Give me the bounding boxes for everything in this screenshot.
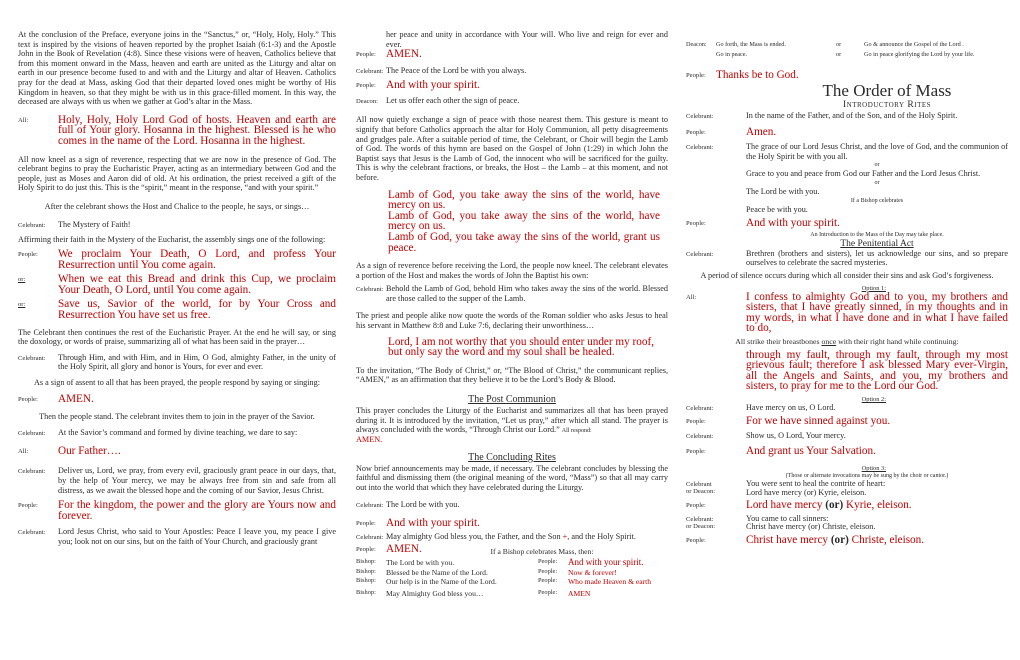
- people-label: People:: [356, 51, 376, 59]
- amen-text: AMEN.: [386, 48, 422, 61]
- people-label: People:: [686, 537, 706, 545]
- brethren-row: [686, 249, 1008, 268]
- sanctus-intro: At the conclusion of the Preface, everyone joins in the “Sanctus,” or, “Holy, Holy, Holy.” This text is inspired by the visions of heaven reported by the prophet Isaiah (6:1-3) and the Apostle John in the Book of Revelation (4:8). Since these visions were of heaven, Catholics believe that from this moment onward in the Mass, heaven and earth are united as the Liturgy and altar on earth in our presence become fused to and with and the Liturgy and altar of Heaven. Catholics pray for the dead at Mass, asking God that their departed loved ones might be worthy of His Kingdom in heaven, so that they might be with us in this grace-filled moment. In this way, the deceased are always with us when we gather at God’s altar in the Mass.: [18, 30, 336, 107]
- mystery-row: [18, 220, 336, 230]
- celebrant-label: Celebrant:: [686, 112, 714, 120]
- post-communion-heading: The Post Communion: [468, 394, 556, 406]
- people-label: People:: [18, 502, 38, 510]
- kneel-text: As a sign of reverence before receiving the Lord, the people now kneel. The celebrant elevates a portion of the Host and makes the words of John the Baptist his own:: [356, 261, 668, 280]
- savior-row: [18, 428, 336, 438]
- peace-lord-row: [356, 66, 668, 76]
- peace-lord-text: The Peace of the Lord be with you always.: [386, 65, 527, 75]
- greeting-row: [686, 142, 1008, 161]
- people-label: People:: [18, 251, 38, 259]
- stand-text: Then the people stand. The celebrant invites them to join in the prayer of the Savior.: [39, 412, 315, 422]
- page-title: The Order of Mass: [822, 80, 952, 100]
- kyrie-response-row: People: Lord have mercy (or) Kyrie, eleison.: [686, 499, 912, 512]
- deacon-label: Deacon:: [686, 41, 707, 48]
- people-label: People:: [686, 72, 706, 79]
- great-amen-row: [18, 394, 336, 405]
- celebrant-label: Celebrant:: [18, 468, 46, 476]
- body-christ-text: To the invitation, “The Body of Christ,” or, “The Blood of Christ,” the communicant replies, “AMEN,” as an affirmation that they believe it to be the Lord’s Body & Blood.: [356, 365, 668, 385]
- peace-prayer-row: [18, 527, 336, 546]
- greeting-4: Peace be with you.: [746, 204, 808, 214]
- acclamation-1-text: We proclaim Your Death, O Lord, and profess Your Resurrection until You come again.: [58, 248, 336, 271]
- greeting-2: Grace to you and peace from God our Father and the Lord Jesus Christ.: [746, 169, 981, 179]
- celebrant-label: Celebrant:: [686, 433, 714, 441]
- confiteor-2: through my fault, through my fault, through my most grievous fault; therefore I ask blessed Mary ever-Virgin, all the Angels and Saints, and you, my brothers and sisters, to pray for me to the Lord our God.: [746, 348, 1008, 393]
- after-host-text: After the celebrant shows the Host and Chalice to the people, he says, or sings…: [44, 201, 310, 211]
- option-2-label: Option 2:: [861, 395, 886, 403]
- bishop-row-2: Bishop: Blessed be the Name of the Lord. People: Now & forever!: [356, 567, 617, 577]
- column-left: [18, 30, 336, 547]
- blessing-row: [356, 532, 668, 542]
- people-label: People:: [686, 220, 706, 228]
- lamb-3: Lamb of God, you take away the sins of the world, grant us peace.: [388, 230, 660, 254]
- acclamation-2-text: When we eat this Bread and drink this Cup, we proclaim Your Death, O Lord, until You come again.: [58, 273, 336, 296]
- behold-row: [356, 284, 668, 303]
- dismissal-4: Go in peace glorifying the Lord by your life.: [864, 51, 975, 58]
- lamb-2: Lamb of God, you take away the sins of the world, have mercy on us.: [388, 209, 660, 233]
- eucharistic-prayer-para: All now kneel as a sign of reverence, respecting that we are now in the presence of God. The celebrant begins to pray the Eucharistic Prayer, acting as an intermediary between God and the people, just as Moses and Aaron did of old. At his ordination, the priest received a gift of the Holy Spirit to do just this. This is the “spirit,” meant in the response, “and with your spirit.”: [18, 154, 336, 193]
- peace-cont-text: her peace and unity in accordance with Your will. Who live and reign for ever and ever.: [386, 30, 668, 49]
- final-amen: AMEN.: [386, 543, 422, 556]
- lord-with-row: [356, 500, 668, 510]
- people-label: People:: [686, 502, 706, 510]
- lamb-of-god: [356, 190, 668, 254]
- continue-text: The Celebrant then continues the rest of the Eucharistic Prayer. At the end he will say, or sing the doxology, or words of praise, summarizing all of what has been said in the prayer…: [18, 327, 336, 347]
- people-label: People:: [686, 448, 706, 456]
- people-label: People:: [686, 128, 706, 136]
- dismissal-2: Go & announce the Gospel of the Lord .: [864, 41, 964, 48]
- sign-cross-row: [686, 111, 1008, 121]
- post-communion-para: This prayer concludes the Liturgy of the Eucharist and summarizes all that has been prayed during it. It is introduced by the invitation, “Let us pray,” after which all stand. The prayer is always concluded with the words, “Through Christ our Lord.” All respond:: [356, 406, 668, 435]
- affirm-text: Affirming their faith in the Mystery of the Eucharist, the assembly sings one of the following:: [18, 234, 326, 244]
- thanks-text: Thanks be to God.: [716, 69, 799, 81]
- column-middle: [356, 30, 668, 598]
- all-label: All:: [686, 293, 697, 301]
- great-amen: AMEN.: [58, 392, 94, 405]
- confiteor-1: I confess to almighty God and to you, my brothers and sisters, that I have greatly sinned, in my thoughts and in my words, in what I have done and in what I have failed to do,: [746, 290, 1008, 335]
- or-label: or:: [18, 301, 26, 309]
- option-3-label: Option 3:: [861, 465, 886, 473]
- celebrant-label: Celebrant:: [356, 67, 384, 75]
- option-1-label: Option 1:: [861, 284, 886, 292]
- sanctus-text: Holy, Holy, Holy Lord God of hosts. Heaven and earth are full of Your glory. Hosanna in the highest. Blessed is he who comes in the name of the Lord. Hosanna in the highest.: [58, 113, 336, 147]
- all-label: All:: [18, 447, 29, 455]
- with-spirit-text: And with your spirit.: [746, 217, 840, 230]
- intro-note: An Introduction to the Mass of the Day may take place.: [810, 231, 944, 238]
- concluding-para: Now brief announcements may be made, if necessary. The celebrant concludes by blessing the faithful and dismissing them (the original meaning of the word, “Mass”) so that all may carry out into the world that which they have celebrated during the Liturgy.: [356, 463, 668, 492]
- kingdom-text: For the kingdom, the power and the glory are Yours now and forever.: [58, 499, 336, 522]
- savior-text: At the Savior’s command and formed by divine teaching, we dare to say:: [58, 427, 298, 437]
- sanctus-block: [18, 115, 336, 147]
- our-father-row: [18, 446, 336, 457]
- heal-text: You were sent to heal the contrite of heart:: [746, 479, 886, 489]
- sign-peace-text: Let us offer each other the sign of peace.: [386, 96, 520, 106]
- people-label: People:: [18, 395, 38, 403]
- people-label: People:: [356, 546, 376, 554]
- column-right: [686, 40, 1008, 546]
- penitential-heading: The Penitential Act: [840, 238, 914, 249]
- behold-text: Behold the Lamb of God, behold Him who takes away the sins of the world. Blessed are those called to the supper of the Lamb.: [386, 284, 668, 303]
- celebrant-label: Celebrant:: [356, 286, 384, 294]
- celebrant-label: Celebrant:: [686, 404, 714, 412]
- call-sinners-row: [686, 515, 1008, 532]
- deacon-label: Deacon:: [356, 98, 378, 106]
- lord-with-text: The Lord be with you.: [386, 499, 460, 509]
- call-sinners-text: You came to call sinners:: [746, 513, 829, 523]
- celebrant-label: Celebrant:: [356, 534, 384, 542]
- deliver-text: Deliver us, Lord, we pray, from every evil, graciously grant peace in our days, that, by the help of Your mercy, we may be always free from sin and safe from all distress, as we await the blessed hope and the coming of our Savior, Jesus Christ.: [58, 466, 336, 495]
- greeting-3: The Lord be with you.: [746, 186, 820, 196]
- heal-row: [686, 480, 1008, 497]
- post-communion-amen: AMEN.: [356, 435, 383, 445]
- option2-row-2: People: For we have sinned against you.: [686, 414, 891, 427]
- silence-text: A period of silence occurs during which all consider their sins and ask God’s forgiveness.: [700, 270, 994, 280]
- lamb-1: Lamb of God, you take away the sins of the world, have mercy on us.: [388, 188, 660, 212]
- strike-text: All strike their breastbones once with their right hand while continuing:: [735, 336, 959, 346]
- or-label: or:: [18, 276, 26, 284]
- doxology-text: Through Him, and with Him, and in Him, O God, almighty Father, in the unity of the Holy Spirit, all glory and honor is Yours, for ever and ever.: [58, 352, 336, 372]
- celebrant-label: Celebrant:: [686, 250, 714, 258]
- amen-text: Amen.: [746, 125, 777, 138]
- brethren-text: Brethren (brothers and sisters), let us acknowledge our sins, and so prepare ourselves to celebrate the sacred mysteries.: [746, 248, 1008, 268]
- celebrant-label: Celebrant:: [18, 529, 46, 537]
- or-word: or: [836, 51, 842, 58]
- people-label: People:: [356, 519, 376, 527]
- celebrant-label: Celebrant:: [686, 144, 714, 152]
- christe-1: Christ have mercy (or) Christe, eleison.: [746, 522, 876, 532]
- bishop-celebrates: If a Bishop celebrates: [850, 197, 904, 204]
- or-word: or: [874, 179, 880, 186]
- celebrant-label: Celebrant:: [18, 221, 46, 229]
- option2-row-3: Celebrant: Show us, O Lord, Your mercy.: [686, 431, 846, 441]
- with-spirit-text-2: And with your spirit.: [386, 516, 480, 529]
- concluding-rites-heading: The Concluding Rites: [468, 451, 556, 463]
- celebrant-label: Celebrant:: [356, 501, 384, 509]
- acclamation-3: [18, 299, 336, 320]
- confiteor-row: [686, 292, 1008, 334]
- or-deacon-label: or Deacon:: [686, 522, 716, 530]
- or-word: or: [874, 162, 880, 169]
- with-spirit-row: [356, 80, 668, 91]
- with-spirit-row-2: [356, 518, 668, 529]
- christe-response-row: People: Christ have mercy (or) Christe, eleison.: [686, 534, 925, 547]
- with-spirit-row: [686, 218, 1008, 229]
- sign-peace-row: [356, 96, 668, 106]
- bishop-row-1: Bishop: The Lord be with you. People: And with your spirit.: [356, 557, 644, 568]
- not-worthy: [356, 337, 668, 358]
- or-word: or: [836, 41, 842, 48]
- not-worthy-text: Lord, I am not worthy that you should enter under my roof, but only say the word and my soul shall be healed.: [388, 335, 654, 359]
- dismissal-3: Go in peace.: [716, 51, 748, 58]
- assent-text: As a sign of assent to all that has been prayed, the people respond by saying or singing:: [33, 378, 321, 388]
- mystery-text: The Mystery of Faith!: [58, 219, 131, 229]
- bishop-row-3: Bishop: Our help is in the Name of the Lord. People: Who made Heaven & earth: [356, 577, 652, 587]
- kingdom-row: [18, 500, 336, 521]
- celebrant-label: Celebrant:: [18, 354, 46, 362]
- bishop-row-4: Bishop: May Almighty God bless you… People: AMEN: [356, 588, 591, 598]
- deliver-row: [18, 466, 336, 495]
- amen-row: [686, 127, 1008, 138]
- blessing-text: May almighty God bless you, the Father, and the Son +, and the Holy Spirit.: [386, 532, 636, 542]
- option2-row-4: People: And grant us Your Salvation.: [686, 445, 876, 458]
- sign-cross-text: In the name of the Father, and of the Son, and of the Holy Spirit.: [746, 110, 958, 120]
- centurion-text: The priest and people alike now quote the words of the Roman soldier who asks Jesus to heal his servant in Matthew 8:8 and Luke 7:6, declaring their unworthiness…: [356, 311, 668, 331]
- subtitle: Introductory Rites: [842, 99, 932, 110]
- acclamation-3-text: Save us, Savior of the world, for by Your Cross and Resurrection You have set us free.: [58, 298, 336, 322]
- bishop-blessing: [356, 558, 668, 598]
- people-label: People:: [356, 81, 376, 89]
- our-father-text: Our Father….: [58, 444, 121, 457]
- all-label: All:: [18, 116, 29, 124]
- or-deacon-label: or Deacon:: [686, 488, 716, 496]
- doxology-row: [18, 353, 336, 372]
- peace-prayer-text: Lord Jesus Christ, who said to Your Apostles: Peace I leave you, my peace I give you; look not on our sins, but on the faith of Your Church, and graciously grant: [58, 527, 336, 546]
- kyrie-1: Lord have mercy (or) Kyrie, eleison.: [746, 487, 867, 497]
- all-respond: All respond:: [561, 428, 592, 435]
- dismissal-1: Go forth, the Mass is ended.: [716, 41, 786, 48]
- acclamation-2: [18, 274, 336, 295]
- acclamation-1: [18, 249, 336, 270]
- greeting-1: The grace of our Lord Jesus Christ, and the love of God, and the communion of the Holy Spirit be with you all.: [746, 142, 1008, 161]
- amen-row: [356, 49, 668, 60]
- cross-icon: +: [562, 532, 568, 542]
- lamb-para: All now quietly exchange a sign of peace with those nearest them. This gesture is meant to signify that before Catholics approach the altar for Holy Communion, all petty disagreements and grudges pale. After a suitable period of time, the Celebrant, or Choir will begin the Lamb of God. The words of this hymn are based on the Gospel of John (1:29) in which John the Baptist says that Jesus is the Lamb of God, the innocent who will be sacrificed for the guilty. This is why the celebrant fractions, or breaks, the Host – the Lamb – at this moment, and not before.: [356, 115, 668, 182]
- bishop-intro: If a Bishop celebrates Mass, then:: [490, 546, 594, 556]
- people-label: People:: [686, 417, 706, 425]
- celebrant-label: Celebrant:: [686, 515, 714, 523]
- celebrant-label: Celebrant: [686, 481, 712, 489]
- option-3-note: (Those or alternate invocations may be sung by the choir or cantor.): [785, 473, 949, 480]
- with-spirit-text: And with your spirit.: [386, 78, 480, 91]
- celebrant-label: Celebrant:: [18, 429, 46, 437]
- option2-row-1: Celebrant: Have mercy on us, O Lord.: [686, 402, 836, 412]
- peace-cont-row: [356, 30, 668, 49]
